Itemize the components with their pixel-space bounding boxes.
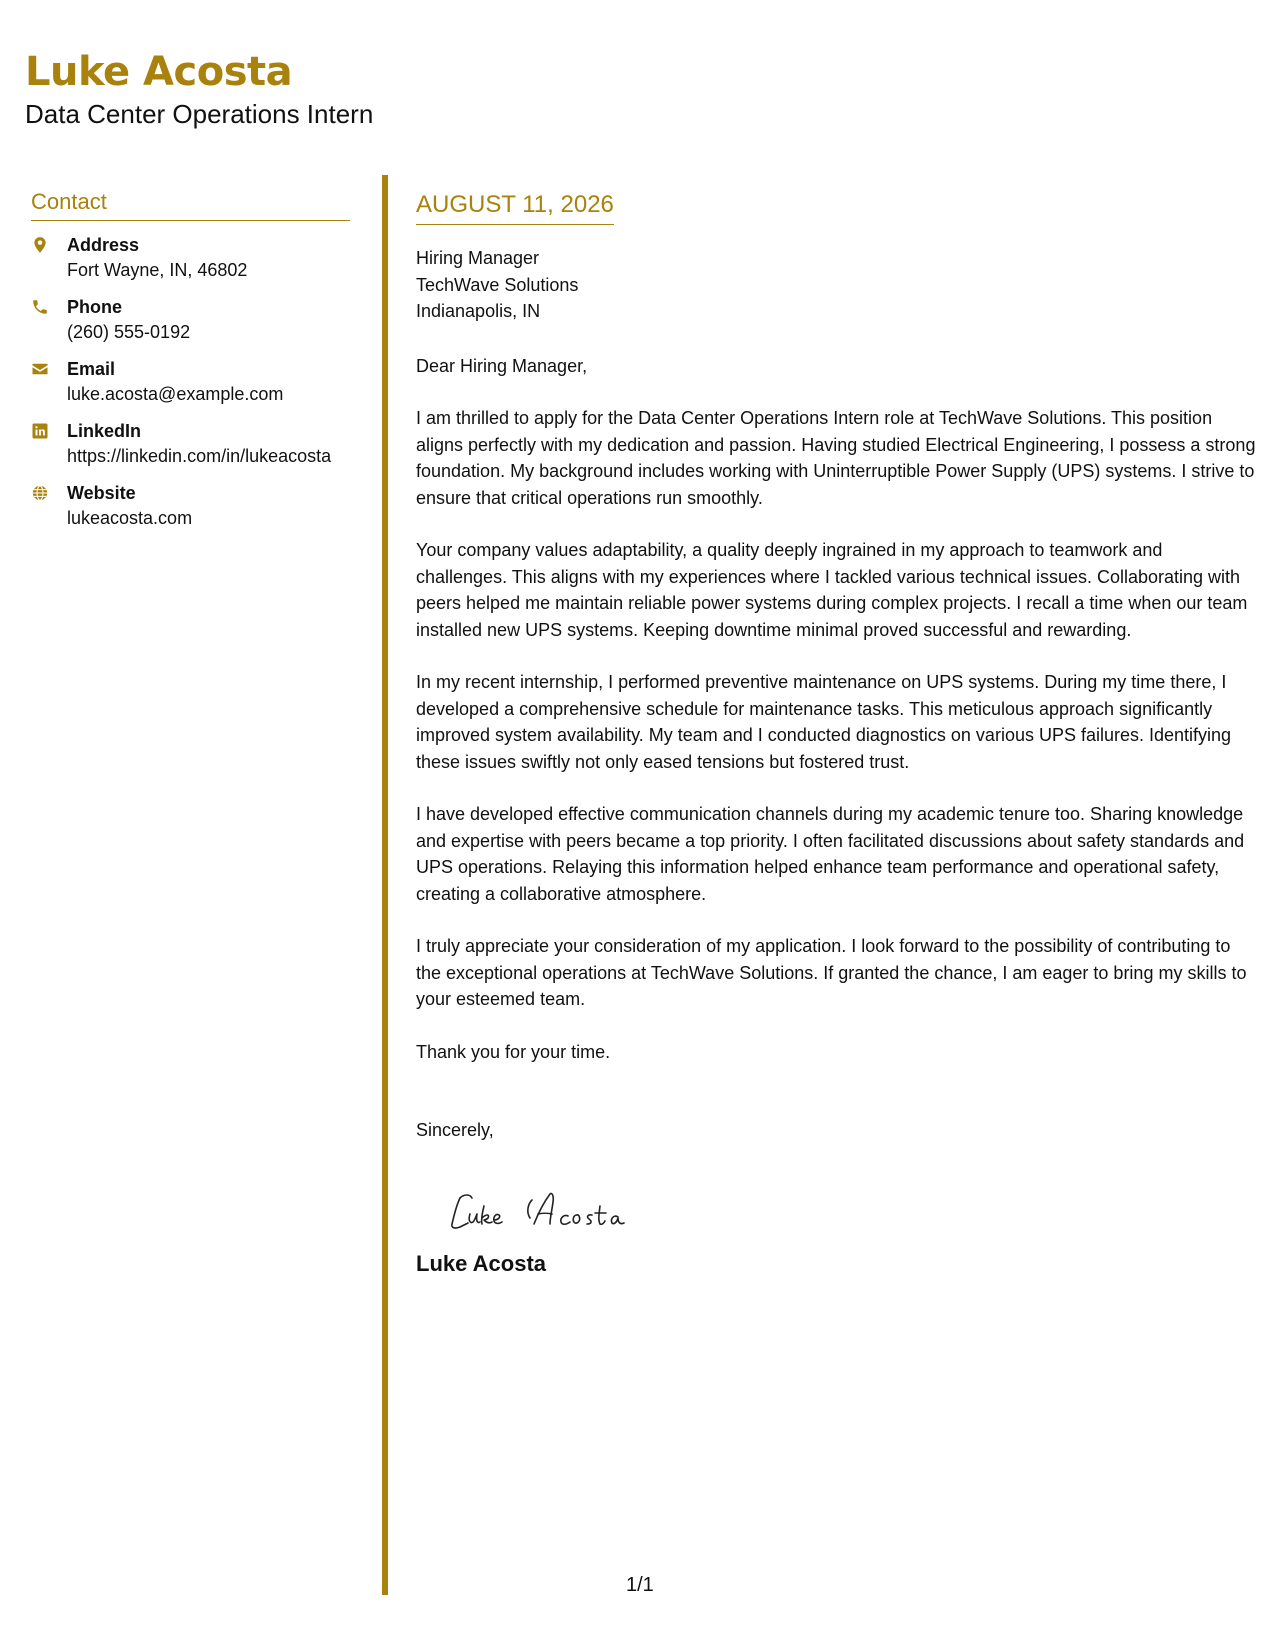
contact-item-website bbox=[31, 481, 350, 531]
phone-value[interactable]: (260) 555-0192 bbox=[67, 322, 191, 342]
vertical-divider bbox=[382, 175, 388, 1595]
globe-icon bbox=[31, 481, 67, 505]
handwritten-signature bbox=[446, 1184, 1256, 1236]
website-value[interactable]: lukeacosta.com bbox=[67, 508, 193, 528]
recipient-title: Hiring Manager bbox=[416, 248, 540, 268]
signer-name: Luke Acosta bbox=[416, 1250, 547, 1276]
website-label: Website bbox=[67, 483, 136, 503]
map-pin-icon bbox=[31, 233, 67, 257]
email-label: Email bbox=[67, 359, 116, 379]
address-label: Address bbox=[67, 235, 140, 255]
phone-icon bbox=[31, 295, 67, 319]
body-paragraph: I have developed effective communication channels during my academic tenure too. Sharing knowledge and expertise with peers became a top priority. I often facilitated discussions about safety standards and UPS operations. Relaying this information helped enhance team performance and operational safety, creating a collaborative atmosphere. bbox=[416, 804, 1245, 904]
body-paragraph: Your company values adaptability, a quality deeply ingrained in my approach to teamwork and challenges. This aligns with my experiences where I tackled various technical issues. Collaborating with peers helped me maintain reliable power systems during complex projects. I recall a time when our team installed new UPS systems. Keeping downtime minimal proved successful and rewarding. bbox=[416, 540, 1248, 640]
contact-item-address bbox=[31, 233, 350, 283]
applicant-name: Luke Acosta bbox=[25, 49, 293, 95]
signature-image bbox=[446, 1184, 646, 1236]
body-paragraph: I am thrilled to apply for the Data Center Operations Intern role at TechWave Solutions. This position aligns perfectly with my dedication and passion. Having studied Electrical Engineering, I possess a strong foundation. My background includes working with Uninterruptible Power Supply (UPS) systems. I strive to ensure that critical operations run smoothly. bbox=[416, 408, 1256, 508]
body-paragraph: In my recent internship, I performed preventive maintenance on UPS systems. During my time there, I developed a comprehensive schedule for maintenance tasks. This meticulous approach significantly improved system availability. My team and I conducted diagnostics on various UPS failures. Identifying these issues swiftly not only eased tensions but fostered trust. bbox=[416, 672, 1232, 772]
letter-date: AUGUST 11, 2026 bbox=[416, 190, 614, 225]
envelope-icon bbox=[31, 357, 67, 381]
recipient-company: TechWave Solutions bbox=[416, 274, 579, 295]
address-value: Fort Wayne, IN, 46802 bbox=[67, 260, 248, 280]
contact-heading: Contact bbox=[31, 188, 350, 221]
recipient-block bbox=[416, 245, 1256, 325]
contact-item-email bbox=[31, 357, 350, 407]
job-title: Data Center Operations Intern bbox=[25, 99, 374, 129]
linkedin-icon bbox=[31, 419, 67, 443]
email-value[interactable]: luke.acosta@example.com bbox=[67, 384, 284, 404]
linkedin-label: LinkedIn bbox=[67, 421, 142, 441]
closing: Sincerely, bbox=[416, 1120, 494, 1140]
contact-item-linkedin bbox=[31, 419, 350, 469]
body-paragraph: I truly appreciate your consideration of my application. I look forward to the possibility of contributing to the exceptional operations at TechWave Solutions. If granted the chance, I am eager to bring my skills to your esteemed team. bbox=[416, 936, 1247, 1009]
page-number: 1/1 bbox=[626, 1574, 654, 1596]
letter-body bbox=[416, 190, 1256, 1278]
page-header bbox=[25, 46, 373, 130]
thank-you-line: Thank you for your time. bbox=[416, 1041, 611, 1062]
linkedin-value[interactable]: https://linkedin.com/in/lukeacosta bbox=[67, 446, 332, 466]
recipient-location: Indianapolis, IN bbox=[416, 301, 541, 321]
phone-label: Phone bbox=[67, 297, 123, 317]
salutation: Dear Hiring Manager, bbox=[416, 355, 588, 376]
contact-sidebar bbox=[31, 188, 350, 543]
contact-item-phone bbox=[31, 295, 350, 345]
